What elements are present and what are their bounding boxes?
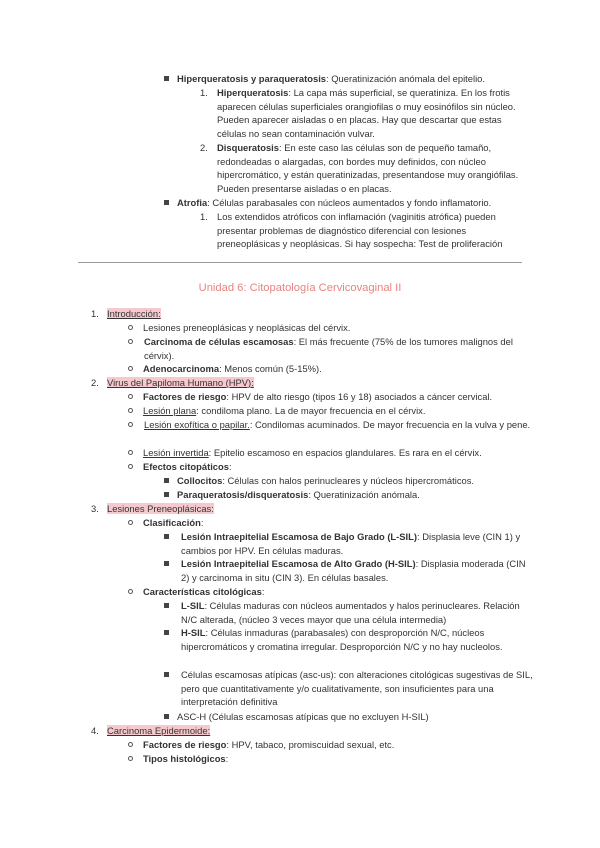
section-heading-2: 2. Virus del Papiloma Humano (HPV):	[91, 377, 254, 388]
square-bullet-icon	[164, 76, 169, 81]
list-item	[164, 530, 177, 544]
list-item-text: Lesión exofítica o papilar.: Condilomas acuminados. De mayor frecuencia en la vulva y pene.	[144, 419, 531, 430]
square-bullet-icon	[164, 534, 169, 539]
list-item: Clasificación:	[128, 516, 203, 530]
list-item	[128, 418, 143, 432]
list-item-text: Células escamosas atípicas (asc-us): con alteraciones citológicas sugestivas de SIL, pero que cuantitativamente y/o cualitativamente, son insuficientes para una interpretación definitiva	[181, 669, 533, 708]
circle-bullet-icon	[128, 408, 133, 413]
list-item-text: Lesión Intraepitelial Escamosa de Bajo Grado (L-SIL): Displasia leve (CIN 1) y cambios por HPV. En células maduras.	[181, 531, 521, 556]
list-item: Factores de riesgo: HPV, tabaco, promiscuidad sexual, etc.	[128, 738, 394, 752]
lesion-exofitica-link[interactable]: Lesión exofítica o papilar.	[144, 419, 250, 430]
lesion-plana-link[interactable]: Lesión plana	[143, 405, 197, 416]
circle-bullet-icon	[128, 464, 133, 469]
square-bullet-icon	[164, 672, 169, 677]
list-item: Efectos citopáticos:	[128, 460, 232, 474]
square-bullet-icon	[164, 603, 169, 608]
list-num: 2.	[200, 142, 208, 153]
circle-bullet-icon	[128, 325, 133, 330]
circle-bullet-icon	[128, 520, 133, 525]
list-item-disqueratosis: Disqueratosis: En este caso las células son de pequeño tamaño, redondeadas o alargadas, con bordes muy definidos, con núcleo hipercromático, y están queratinizadas, presentandose muy orangiófilas. Pueden presentarse aisladas o en placas.	[217, 142, 519, 194]
list-item-text: Carcinoma de células escamosas: El más frecuente (75% de los tumores malignos del cérvix).	[144, 336, 513, 361]
circle-bullet-icon	[128, 450, 133, 455]
list-item	[128, 335, 143, 349]
square-bullet-icon	[164, 630, 169, 635]
list-item-atrofia: Atrofia: Células parabasales con núcleos aumentados y fondo inflamatorio.	[164, 196, 491, 210]
list-item	[164, 626, 177, 640]
list-item: Lesiones preneoplásicas y neoplásicas del cérvix.	[128, 321, 350, 335]
section-heading-4: 4. Carcinoma Epidermoide:	[91, 725, 211, 736]
list-num: 1.	[200, 211, 208, 222]
term: Hiperqueratosis y paraqueratosis	[177, 73, 327, 84]
circle-bullet-icon	[128, 589, 133, 594]
square-bullet-icon	[164, 714, 169, 719]
list-item	[164, 557, 177, 571]
list-item: Tipos histológicos:	[128, 752, 228, 766]
list-item-hiperqueratosis	[164, 72, 485, 86]
list-item	[164, 668, 177, 682]
divider	[78, 262, 522, 263]
circle-bullet-icon	[128, 742, 133, 747]
square-bullet-icon	[164, 492, 169, 497]
list-item: Lesión plana: condiloma plano. La de mayor frecuencia en el cérvix.	[128, 404, 425, 418]
list-item-hiperqueratosis-detail: Hiperqueratosis: La capa más superficial, se queratiniza. En los frotis aparecen células superficiales orangiofilas o muy eosinófilos sin núcleo. Pueden aparecer aisladas o en placas. Hay que descartar que estas células no sean contaminación vulvar.	[217, 87, 516, 139]
list-item: Factores de riesgo: HPV de alto riesgo (tipos 16 y 18) asociados a cáncer cervical.	[128, 390, 492, 404]
lesion-invertida-link[interactable]: Lesión invertida	[143, 447, 209, 458]
circle-bullet-icon	[128, 339, 133, 344]
list-item-text: Lesión Intraepitelial Escamosa de Alto Grado (H-SIL): Displasia moderada (CIN 2) y carcinoma in situ (CIN 3). En células basales.	[181, 558, 526, 583]
circle-bullet-icon	[128, 394, 133, 399]
list-item	[164, 599, 177, 613]
list-item: Lesión invertida: Epitelio escamoso en espacios glandulares. Es rara en el cérvix.	[128, 446, 482, 460]
section-heading-3: 3. Lesiones Preneoplásicas:	[91, 503, 214, 514]
list-num: 1.	[200, 87, 208, 98]
circle-bullet-icon	[128, 756, 133, 761]
list-item-atrofia-detail: Los extendidos atróficos con inflamación (vaginitis atrófica) pueden presentar problemas de diagnóstico diferencial con lesiones preneoplásicas y neoplásicas. Si hay sospecha: Test de proliferación	[217, 211, 503, 250]
list-item: Paraqueratosis/disqueratosis: Queratinización anómala.	[164, 488, 420, 502]
section-heading-1: 1. Introducción:	[91, 308, 161, 319]
square-bullet-icon	[164, 200, 169, 205]
circle-bullet-icon	[128, 422, 133, 427]
list-item: Características citológicas:	[128, 585, 264, 599]
list-item: Collocitos: Células con halos perinucleares y núcleos hipercromáticos.	[164, 474, 474, 488]
circle-bullet-icon	[128, 366, 133, 371]
square-bullet-icon	[164, 561, 169, 566]
list-item-text: L-SIL: Células maduras con núcleos aumentados y halos perinucleares. Relación N/C alterada, (núcleo 3 veces mayor que una célula intermedia)	[181, 600, 520, 625]
list-item: ASC-H (Células escamosas atípicas que no excluyen H-SIL)	[164, 710, 429, 724]
page-title: Unidad 6: Citopatología Cervicovaginal II	[198, 282, 402, 294]
list-item: Adenocarcinoma: Menos común (5-15%).	[128, 362, 322, 376]
list-item-text: H-SIL: Células inmaduras (parabasales) con desproporción N/C, núcleos hipercromáticos y cromatina irregular. Desproporción N/C y no hay nucleolos.	[181, 627, 503, 652]
square-bullet-icon	[164, 478, 169, 483]
text: : Queratinización anómala del epitelio.	[326, 73, 485, 84]
